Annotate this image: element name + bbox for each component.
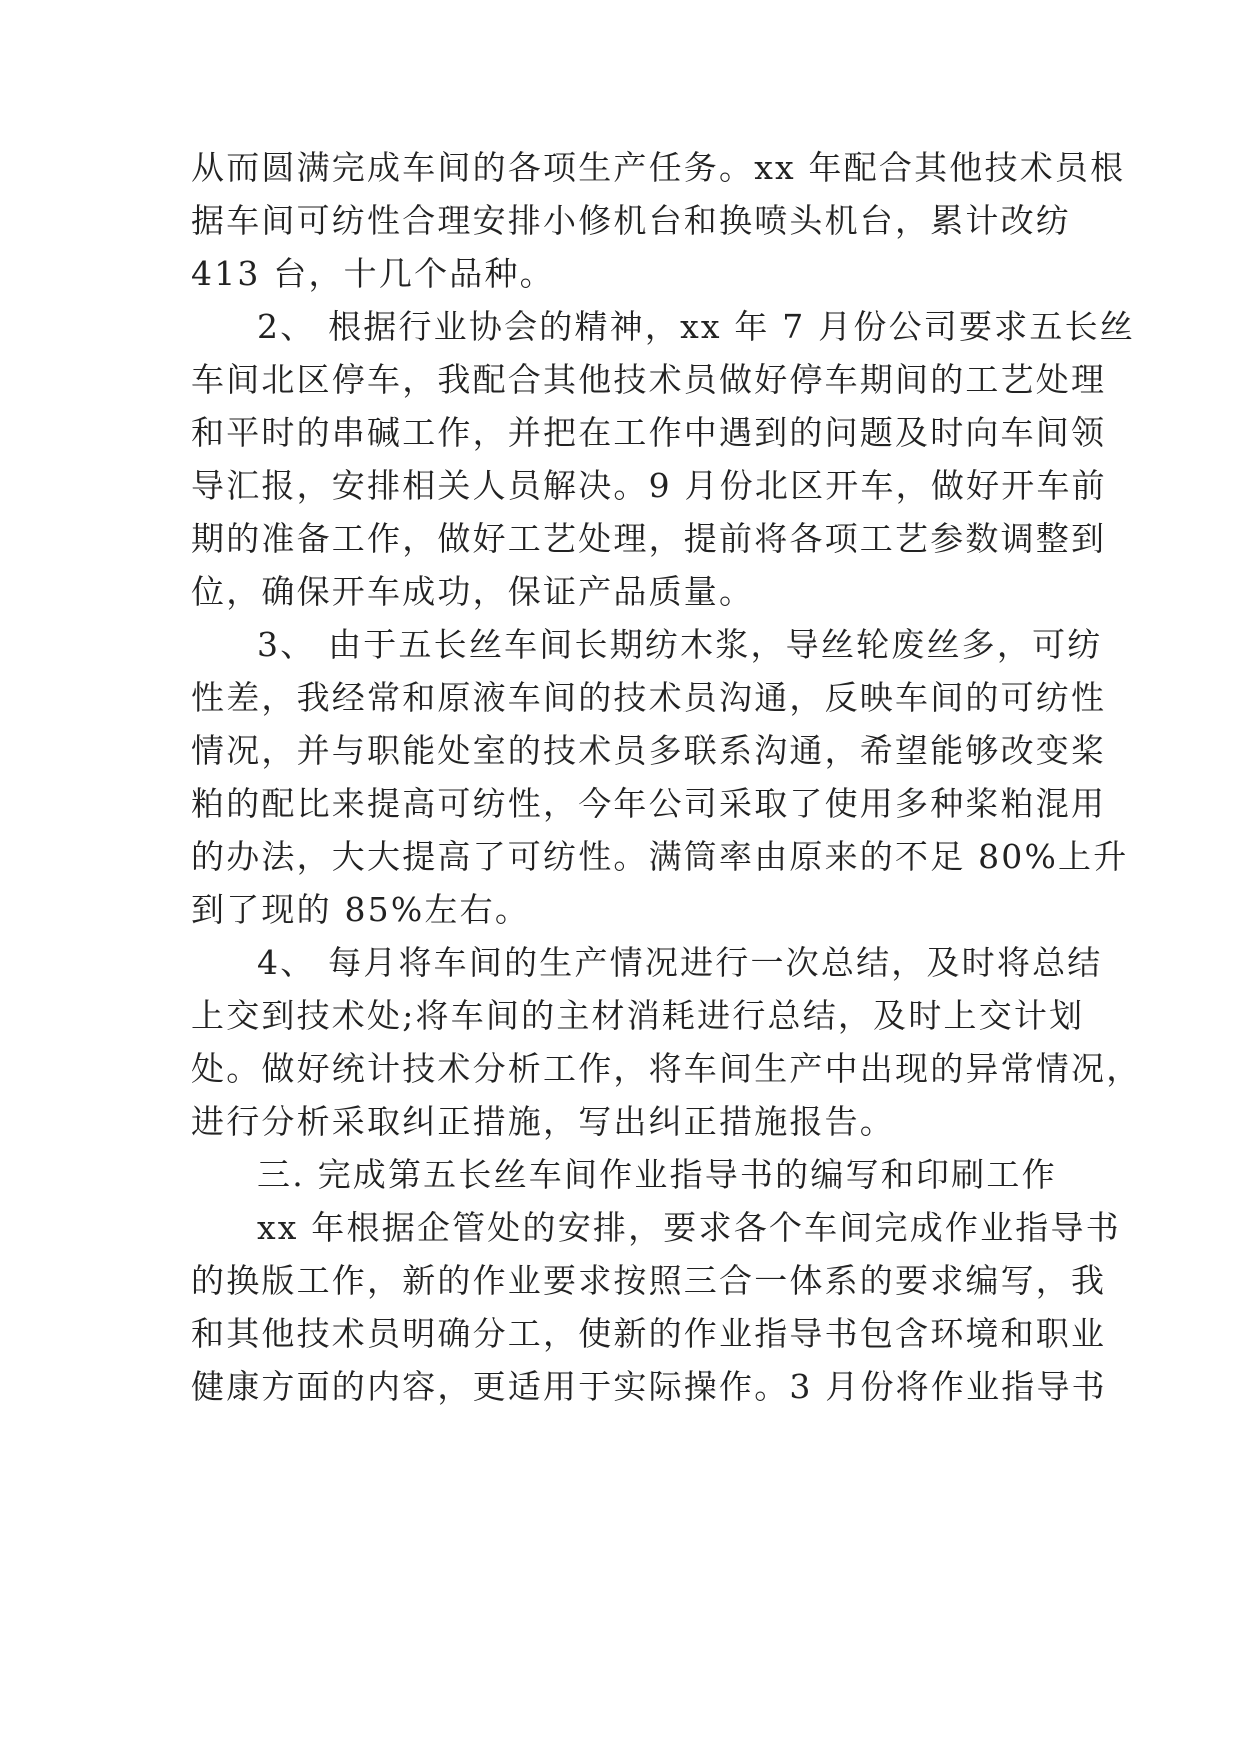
text-line: 处。做好统计技术分析工作，将车间生产中出现的异常情况， <box>191 1049 1142 1088</box>
text-line: 和平时的串碱工作，并把在工作中遇到的问题及时向车间领 <box>191 413 1107 452</box>
text-line: 性差，我经常和原液车间的技术员沟通，反映车间的可纺性 <box>191 678 1107 717</box>
text-line: 2、 根据行业协会的精神，xx 年 7 月份公司要求五长丝 <box>257 307 1135 346</box>
text-line: 位，确保开车成功，保证产品质量。 <box>191 572 755 611</box>
text-line: 期的准备工作，做好工艺处理，提前将各项工艺参数调整到 <box>191 519 1107 558</box>
text-line: xx 年根据企管处的安排，要求各个车间完成作业指导书 <box>257 1208 1121 1247</box>
text-line: 3、 由于五长丝车间长期纺木浆，导丝轮废丝多，可纺 <box>257 625 1103 664</box>
text-line: 进行分析采取纠正措施，写出纠正措施报告。 <box>191 1102 895 1141</box>
text-line: 的办法，大大提高了可纺性。满筒率由原来的不足 80%上升 <box>191 837 1129 876</box>
text-line: 上交到技术处;将车间的主材消耗进行总结，及时上交计划 <box>191 996 1085 1035</box>
text-line: 导汇报，安排相关人员解决。9 月份北区开车，做好开车前 <box>191 466 1107 505</box>
text-line: 车间北区停车，我配合其他技术员做好停车期间的工艺处理 <box>191 360 1107 399</box>
text-line: 4、 每月将车间的生产情况进行一次总结，及时将总结 <box>257 943 1103 982</box>
text-line: 从而圆满完成车间的各项生产任务。xx 年配合其他技术员根 <box>191 148 1126 187</box>
text-line: 据车间可纺性合理安排小修机台和换喷头机台，累计改纺 <box>191 201 1071 240</box>
text-line: 413 台，十几个品种。 <box>191 254 555 293</box>
text-line: 和其他技术员明确分工，使新的作业指导书包含环境和职业 <box>191 1314 1107 1353</box>
text-line: 粕的配比来提高可纺性，今年公司采取了使用多种桨粕混用 <box>191 784 1107 823</box>
section-heading: 三. 完成第五长丝车间作业指导书的编写和印刷工作 <box>257 1155 1057 1194</box>
text-line: 到了现的 85%左右。 <box>191 890 531 929</box>
text-line: 情况，并与职能处室的技术员多联系沟通，希望能够改变桨 <box>191 731 1107 770</box>
text-line: 健康方面的内容，更适用于实际操作。3 月份将作业指导书 <box>191 1367 1107 1406</box>
text-line: 的换版工作，新的作业要求按照三合一体系的要求编写，我 <box>191 1261 1107 1300</box>
